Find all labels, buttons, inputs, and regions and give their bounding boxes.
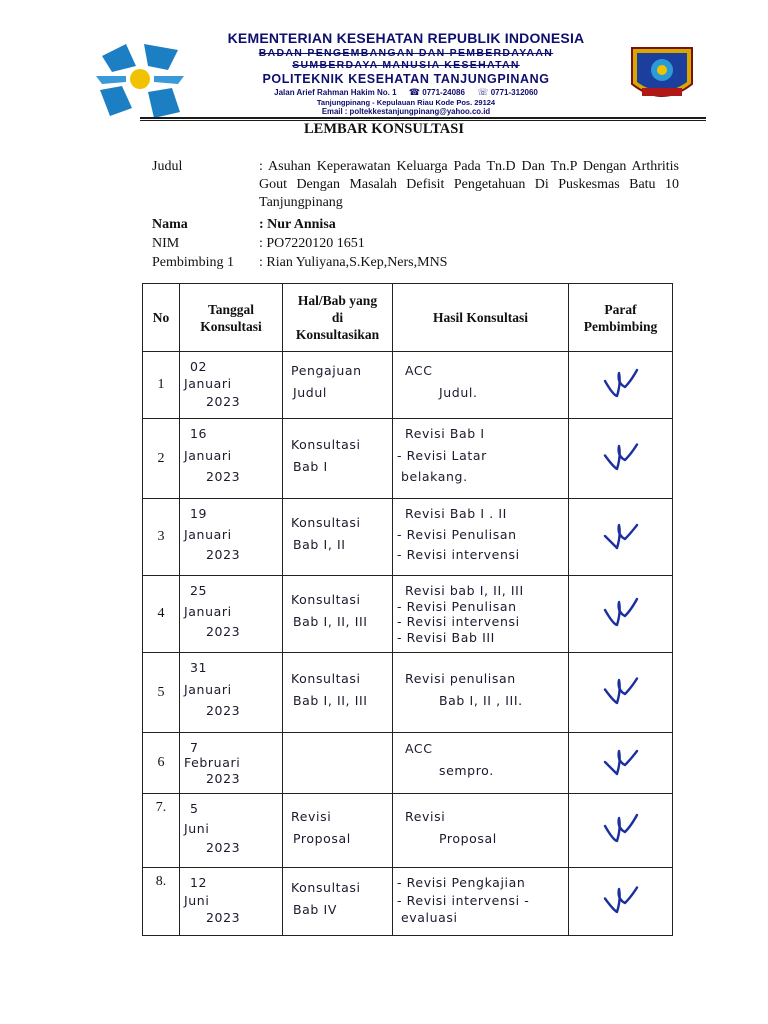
hasil-line: Proposal [439,830,497,846]
cell-tanggal [180,499,283,576]
cell-hal [283,868,393,936]
tanggal-lines [180,352,282,418]
hasil-lines [393,352,568,418]
cell-hal [283,794,393,868]
hasil-lines [393,419,568,498]
hasil-line: - Revisi Bab III [397,629,495,645]
tanggal-lines [180,576,282,652]
row-number: 1 [143,352,180,419]
row-number: 6 [143,733,180,794]
phone-icon: ☎ [408,87,421,97]
header-hasil: Hasil Konsultasi [393,284,569,352]
tanggal-lines [180,868,282,935]
cell-hasil [393,868,569,936]
hasil-line: - Revisi intervensi [397,547,520,563]
tanggal-line: Januari [184,526,232,542]
cell-tanggal [180,419,283,499]
letterhead-address: Jalan Arief Rahman Hakim No. 1 [274,88,397,97]
cell-hal [283,352,393,419]
cell-hasil [393,576,569,653]
tanggal-line: Januari [184,681,232,697]
tanggal-line: 2023 [206,770,241,786]
table-row [143,733,673,794]
tanggal-line: 2023 [206,393,241,409]
cell-paraf [569,653,673,733]
judul-value: : Asuhan Keperawatan Keluarga Pada Tn.D Dan Tn.P Dengan Arthritis Gout Dengan Masalah Defisit Pengetahuan Di Puskesmas Batu 10 Tanjungpinang [259,159,679,210]
letterhead-email: Email : poltekkestanjungpinang@yahoo.co.id [321,107,491,116]
cell-tanggal [180,653,283,733]
tanggal-line: 2023 [206,469,241,485]
cell-hasil [393,352,569,419]
cell-hal [283,419,393,499]
row-number: 5 [143,653,180,733]
hal-lines [283,352,392,418]
tanggal-line: Juni [184,892,210,908]
letterhead-address-line [176,87,636,98]
signature-icon [601,438,641,474]
signature-icon [601,365,641,401]
consultation-table [142,283,673,936]
letterhead-phone-2: 0771-312060 [490,88,538,97]
letterhead-city: Tanjungpinang - Kepulauan Riau Kode Pos. 29124 [316,98,496,107]
cell-hasil [393,794,569,868]
tanggal-line: 2023 [206,910,241,926]
cell-paraf [569,576,673,653]
kemenkes-logo-icon [92,36,188,122]
letterhead [176,30,636,117]
cell-tanggal [180,733,283,794]
cell-hasil [393,419,569,499]
header-paraf: Paraf Pembimbing [569,284,673,352]
cell-tanggal [180,352,283,419]
header-no: No [143,284,180,352]
letterhead-ministry: KEMENTERIAN KESEHATAN REPUBLIK INDONESIA [227,30,585,46]
nama-label: Nama [152,217,188,232]
hasil-line: - Revisi intervensi [397,614,520,629]
hal-line: Konsultasi [291,879,361,895]
hal-line: Bab I, II [293,537,346,552]
cell-paraf [569,499,673,576]
tanggal-lines [180,733,282,793]
hasil-line: Judul. [439,385,478,400]
table-row [143,352,673,419]
header-hal: Hal/Bab yang di Konsultasikan [283,284,393,352]
cell-tanggal [180,794,283,868]
hal-line: Bab I, II, III [293,614,368,629]
cell-tanggal [180,868,283,936]
tanggal-line: 2023 [206,624,241,640]
tanggal-lines [180,499,282,575]
hasil-line: evaluasi [401,910,458,926]
hasil-line: Revisi Bab I [405,426,485,441]
tanggal-line: 7 [190,740,199,755]
hasil-line: Bab I, II , III. [439,692,523,708]
tanggal-lines [180,794,282,867]
judul-label: Judul [152,159,183,174]
tanggal-line: Januari [184,447,232,463]
hal-lines [283,868,392,935]
tanggal-line: Januari [184,603,232,619]
nama-value: : Nur Annisa [259,217,336,232]
tanggal-line: 02 [190,359,208,374]
table-row [143,576,673,653]
hal-line: Bab I [293,458,328,474]
hasil-line: Revisi [405,808,446,824]
hasil-line: sempro. [439,763,494,778]
hal-lines [283,419,392,498]
cell-hasil [393,733,569,794]
hasil-line: Revisi bab I, II, III [405,583,524,598]
tanggal-line: 16 [190,426,208,441]
cell-paraf [569,794,673,868]
hal-lines [283,653,392,732]
letterhead-institution: POLITEKNIK KESEHATAN TANJUNGPINANG [262,72,550,86]
letterhead-agency-2: SUMBERDAYA MANUSIA KESEHATAN [292,59,520,71]
pembimbing-label: Pembimbing 1 [152,255,235,270]
hal-line: Bab I, II, III [293,692,368,708]
hasil-lines [393,733,568,793]
hasil-lines [393,868,568,935]
hal-line: Konsultasi [291,670,361,686]
cell-hasil [393,653,569,733]
row-number: 7. [143,794,180,868]
document-title: LEMBAR KONSULTASI [304,121,464,137]
table-row [143,499,673,576]
nim-value: : PO7220120 1651 [259,236,365,251]
table-header-row [143,284,673,352]
hal-line: Revisi [291,808,332,824]
hasil-line: Revisi penulisan [405,670,516,686]
cell-hal [283,499,393,576]
hal-line: Bab IV [293,901,337,917]
cell-paraf [569,419,673,499]
tanggal-line: 5 [190,801,199,816]
letterhead-phone-1: 0771-24086 [422,88,465,97]
cell-paraf [569,733,673,794]
hal-line: Pengajuan [291,363,362,378]
cell-paraf [569,352,673,419]
signature-icon [601,743,641,779]
signature-icon [601,881,641,917]
row-number: 8. [143,868,180,936]
signature-icon [601,810,641,846]
hasil-line: - Revisi Penulisan [397,598,517,614]
hasil-lines [393,499,568,575]
hal-line: Konsultasi [291,436,361,452]
hal-line: Konsultasi [291,515,361,530]
fax-icon: ☏ [477,87,489,97]
table-row [143,653,673,733]
hasil-lines [393,794,568,867]
hasil-line: - Revisi intervensi - [397,892,530,908]
tanggal-line: 2023 [206,547,241,563]
table-row [143,794,673,868]
hal-lines [283,794,392,867]
cell-hal [283,576,393,653]
hasil-line: - Revisi Pengkajian [397,875,526,890]
pembimbing-value: : Rian Yuliyana,S.Kep,Ners,MNS [259,255,448,270]
tanggal-line: Januari [184,376,232,392]
letterhead-agency-1: BADAN PENGEMBANGAN DAN PEMBERDAYAAN [258,47,554,59]
tanggal-line: Februari [184,755,241,771]
tanggal-line: 2023 [206,703,241,719]
province-emblem-icon [628,44,696,106]
cell-hal [283,733,393,794]
cell-paraf [569,868,673,936]
table-row [143,419,673,499]
hal-line: Konsultasi [291,592,361,607]
signature-icon [601,594,641,630]
hal-lines [283,733,392,793]
hasil-line: belakang. [401,469,468,485]
hasil-lines [393,576,568,652]
tanggal-line: 25 [190,583,208,598]
signature-icon [601,672,641,708]
cell-tanggal [180,576,283,653]
hasil-line: - Revisi Latar [397,447,487,463]
hasil-line: Revisi Bab I . II [405,506,507,521]
tanggal-line: 19 [190,506,208,521]
nim-label: NIM [152,236,180,251]
tanggal-lines [180,653,282,732]
tanggal-line: 31 [190,660,208,675]
tanggal-line: 12 [190,875,208,890]
hasil-line: - Revisi Penulisan [397,526,517,542]
header-tanggal: Tanggal Konsultasi [180,284,283,352]
hal-lines [283,499,392,575]
hasil-line: ACC [405,741,433,756]
cell-hal [283,653,393,733]
hal-lines [283,576,392,652]
hal-line: Proposal [293,830,351,846]
row-number: 3 [143,499,180,576]
table-row [143,868,673,936]
hasil-line: ACC [405,363,433,378]
hasil-lines [393,653,568,732]
cell-hasil [393,499,569,576]
row-number: 2 [143,419,180,499]
letterhead-rule-thick [140,117,706,119]
row-number: 4 [143,576,180,653]
tanggal-line: 2023 [206,840,241,856]
hal-line: Judul [293,385,327,400]
tanggal-line: Juni [184,820,210,836]
tanggal-lines [180,419,282,498]
signature-icon [601,517,641,553]
